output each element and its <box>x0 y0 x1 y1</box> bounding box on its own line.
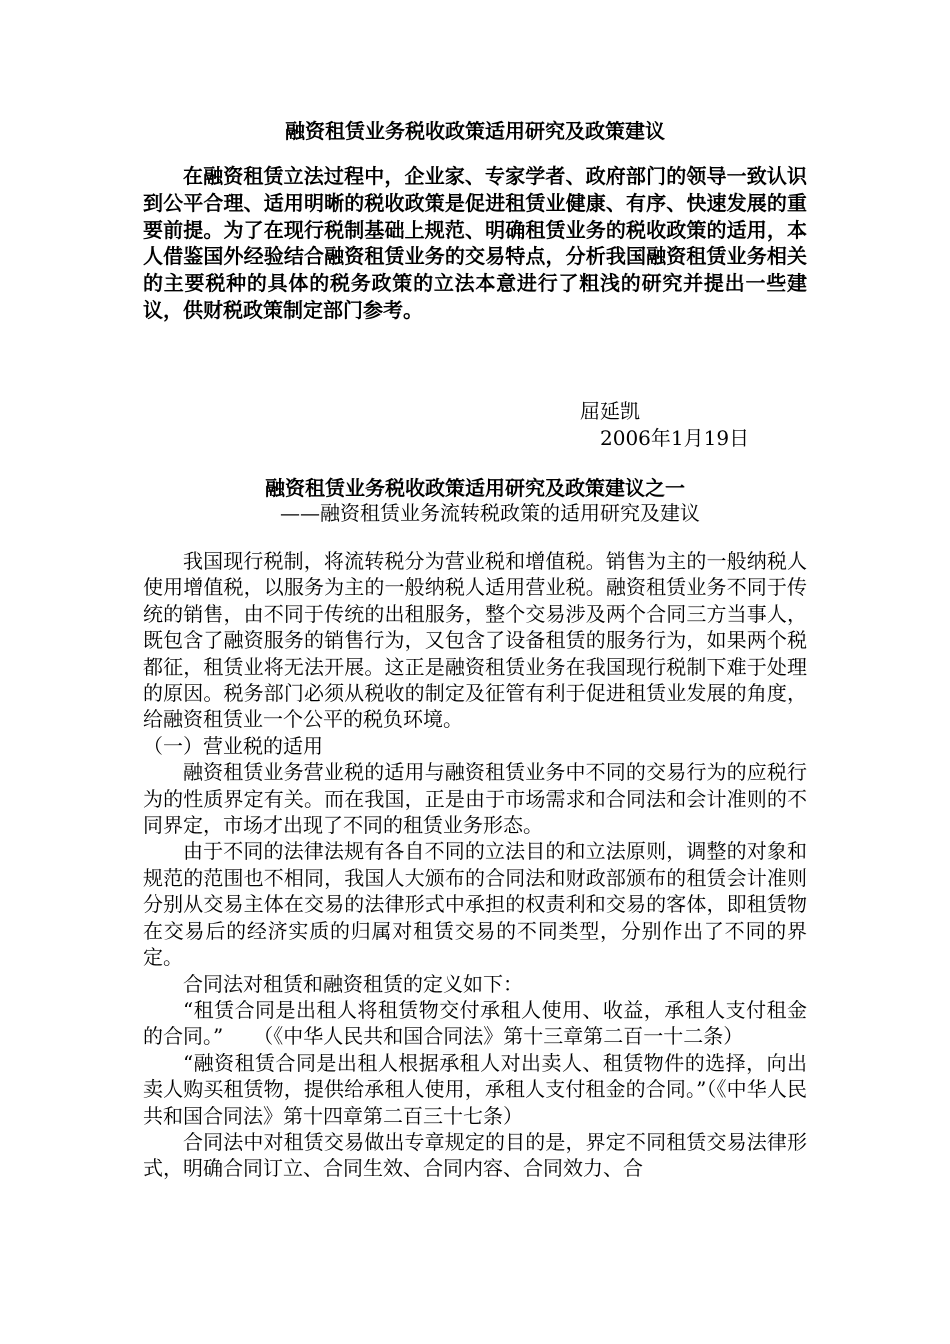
quote-paragraph: “租赁合同是出租人将租赁物交付承租人使用、收益，承租人支付租金的合同。” （《中华人民共和国合同法》第十三章第二百一十二条） <box>143 997 807 1049</box>
abstract-paragraph: 在融资租赁立法过程中，企业家、专家学者、政府部门的领导一致认识到公平合理、适用明晰的税收政策是促进租赁业健康、有序、快速发展的重要前提。为了在现行税制基础上规范、明确租赁业务的税收政策的适用，本人借鉴国外经验结合融资租赁业务的交易特点，分析我国融资租赁业务相关的主要税种的具体的税务政策的立法本意进行了粗浅的研究并提出一些建议，供财税政策制定部门参考。 <box>143 164 807 322</box>
document-date: 2006年1月19日 <box>600 426 750 450</box>
body-paragraph: 合同法中对租赁交易做出专章规定的目的是，界定不同租赁交易法律形式，明确合同订立、合同生效、合同内容、合同效力、合 <box>143 1129 807 1181</box>
subsection-heading: （一）营业税的适用 <box>143 733 323 758</box>
author-name: 屈延凯 <box>580 399 640 423</box>
section-title: 融资租赁业务税收政策适用研究及政策建议之一 <box>265 476 685 500</box>
body-paragraph: 由于不同的法律法规有各自不同的立法目的和立法原则，调整的对象和规范的范围也不相同，我国人大颁布的合同法和财政部颁布的租赁会计准则分别从交易主体在交易的法律形式中承担的权责利和交易的客体，即租赁物在交易后的经济实质的归属对租赁交易的不同类型，分别作出了不同的界定。 <box>143 839 807 970</box>
body-paragraph: 我国现行税制，将流转税分为营业税和增值税。销售为主的一般纳税人使用增值税，以服务为主的一般纳税人适用营业税。融资租赁业务不同于传统的销售，由不同于传统的出租服务，整个交易涉及两个合同三方当事人，既包含了融资服务的销售行为，又包含了设备租赁的服务行为，如果两个税都征，租赁业将无法开展。这正是融资租赁业务在我国现行税制下难于处理的原因。税务部门必须从税收的制定及征管有利于促进租赁业发展的角度，给融资租赁业一个公平的税负环境。 <box>143 549 807 732</box>
body-paragraph: 融资租赁业务营业税的适用与融资租赁业务中不同的交易行为的应税行为的性质界定有关。而在我国，正是由于市场需求和合同法和会计准则的不同界定，市场才出现了不同的租赁业务形态。 <box>143 760 807 838</box>
body-paragraph: 合同法对租赁和融资租赁的定义如下： <box>183 971 523 996</box>
document-title: 融资租赁业务税收政策适用研究及政策建议 <box>285 119 665 143</box>
quote-paragraph: “融资租赁合同是出租人根据承租人对出卖人、租赁物件的选择，向出卖人购买租赁物，提供给承租人使用，承租人支付租金的合同。”（《中华人民共和国合同法》第十四章第二百三十七条） <box>143 1050 807 1128</box>
body-text <box>143 548 807 1182</box>
section-subtitle: ——融资租赁业务流转税政策的适用研究及建议 <box>280 501 700 525</box>
